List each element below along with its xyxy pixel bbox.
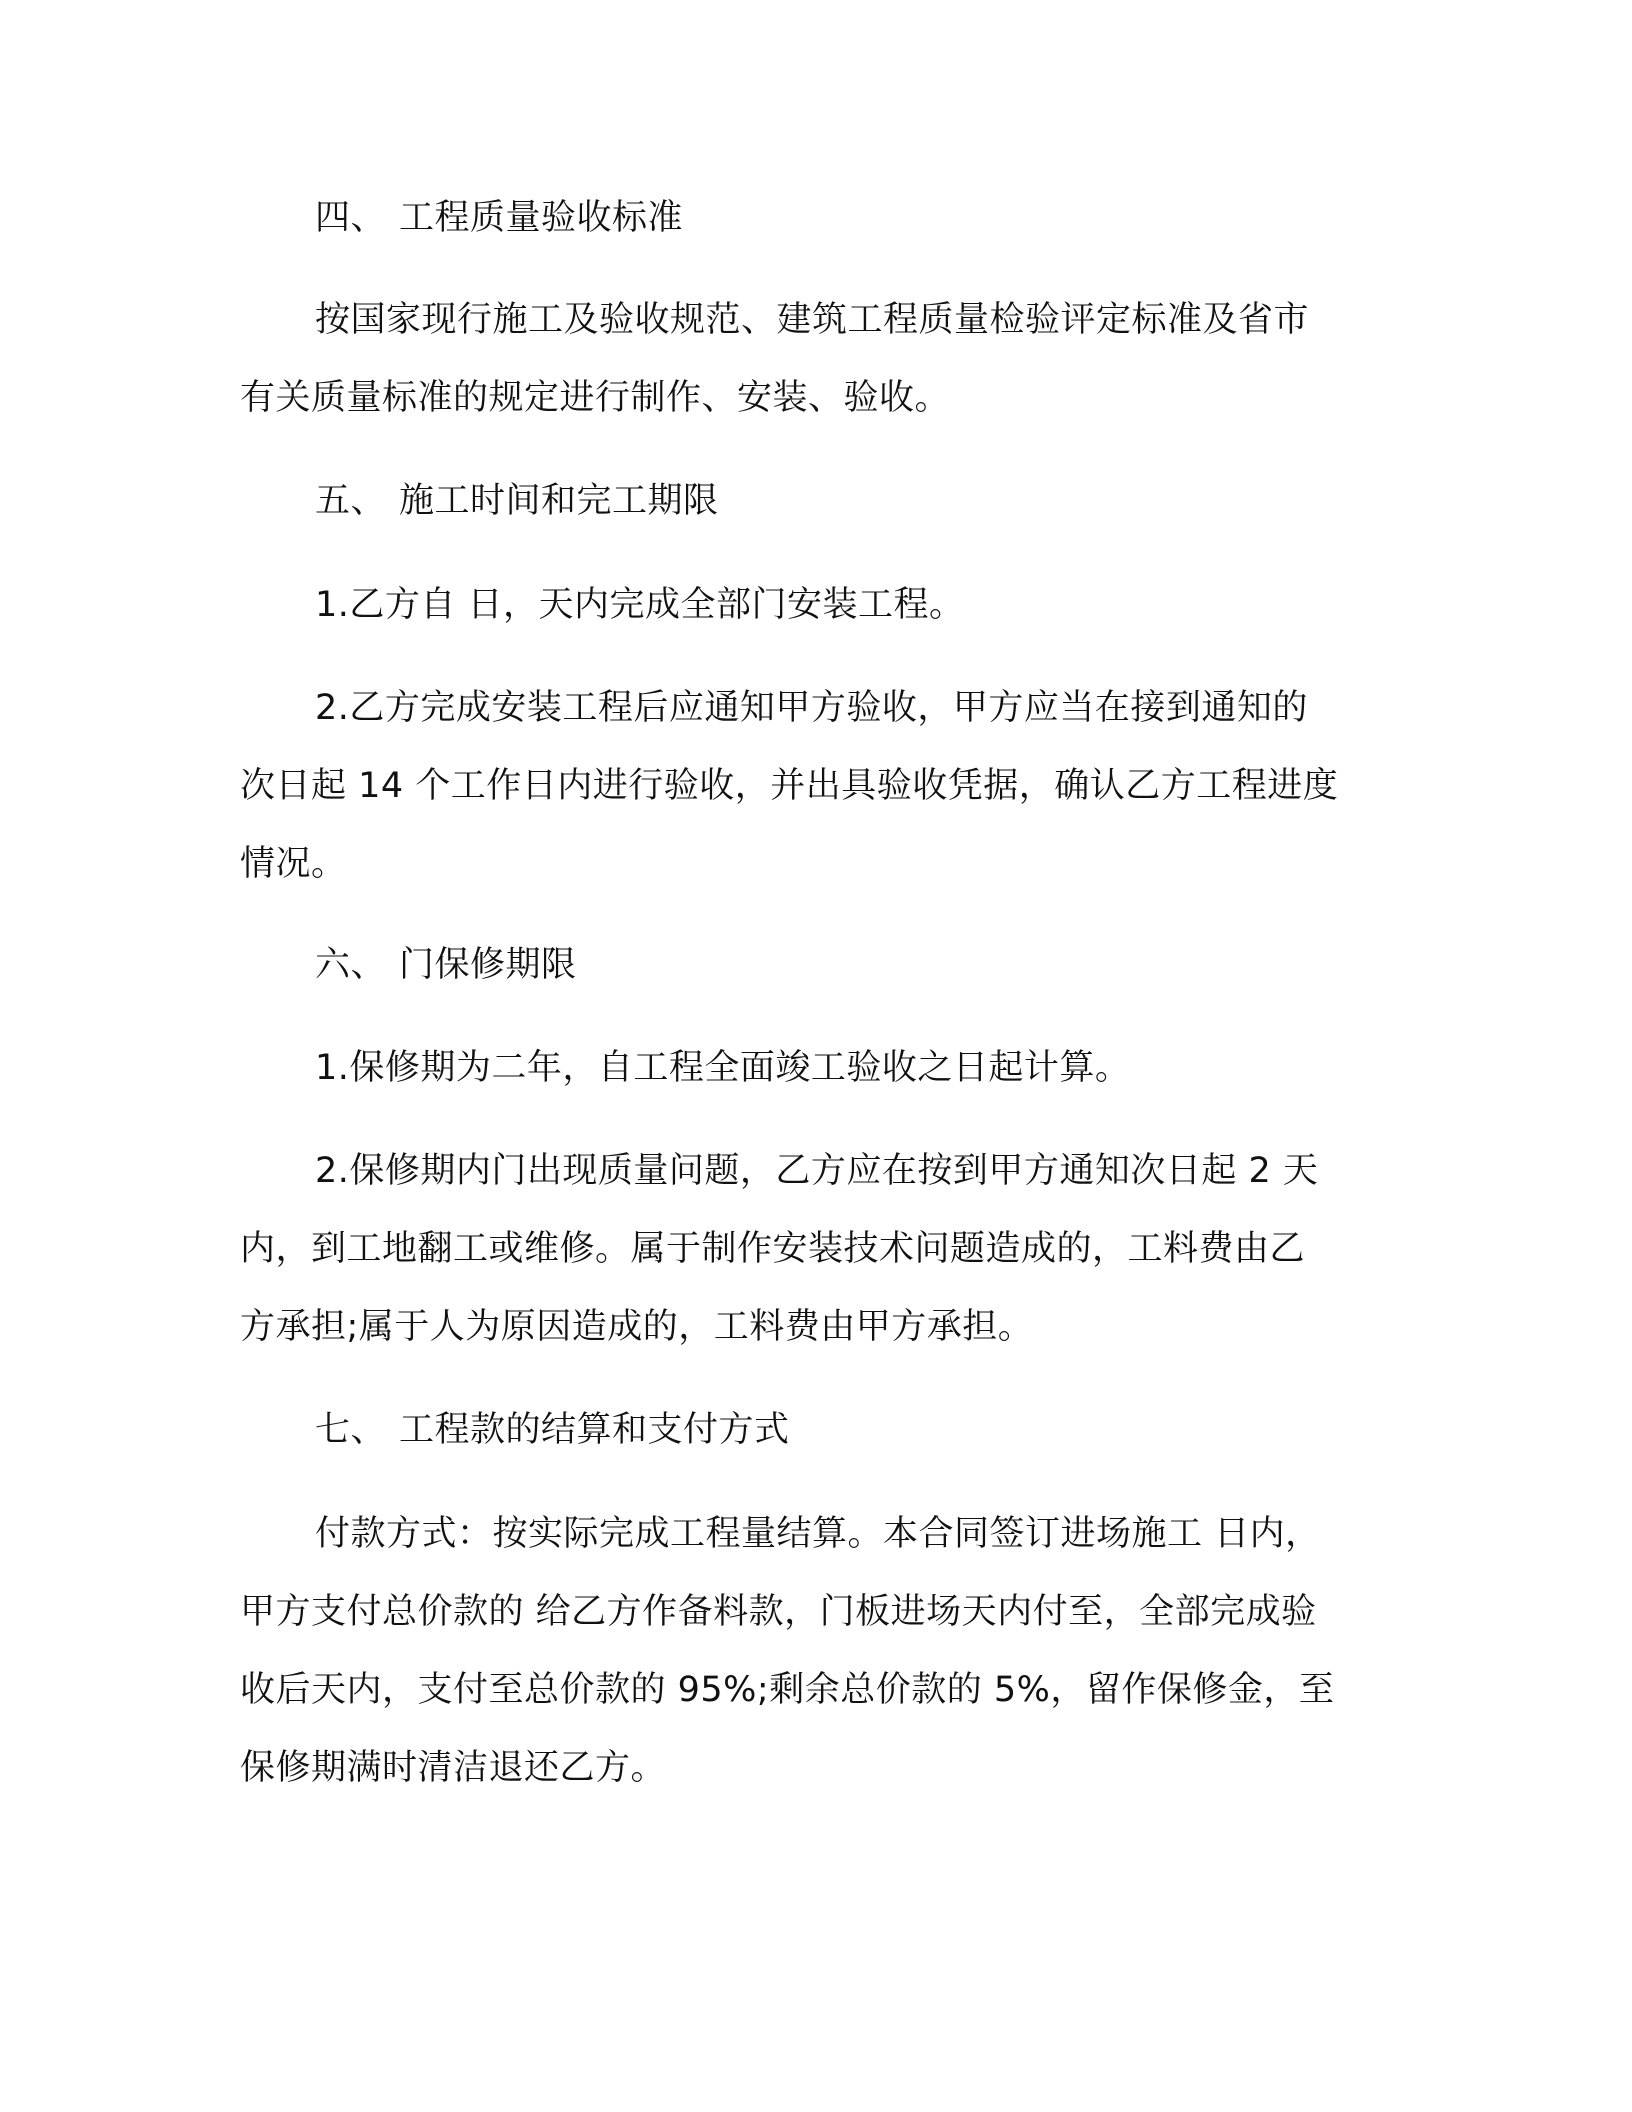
paragraph-line: 1.保修期为二年，自工程全面竣工验收之日起计算。 <box>315 1048 1131 1088</box>
paragraph-line: 次日起 14 个工作日内进行验收，并出具验收凭据，确认乙方工程进度 <box>240 766 1339 806</box>
section-heading <box>315 1408 1475 1452</box>
paragraph-line: 有关质量标准的规定进行制作、安装、验收。 <box>240 378 951 418</box>
section-number: 五、 <box>315 481 387 521</box>
paragraph-line: 2.保修期内门出现质量问题，乙方应在按到甲方通知次日起 2 天 <box>315 1151 1319 1191</box>
section-heading <box>315 196 1475 240</box>
paragraph-line: 情况。 <box>240 844 347 884</box>
section-title: 门保修期限 <box>399 945 577 985</box>
paragraph-line: 保修期满时清洁退还乙方。 <box>240 1748 667 1788</box>
section-number: 七、 <box>315 1410 387 1450</box>
section-number: 六、 <box>315 945 387 985</box>
paragraph-line: 2.乙方完成安装工程后应通知甲方验收，甲方应当在接到通知的 <box>315 688 1308 728</box>
section-number: 四、 <box>315 198 387 238</box>
paragraph-line: 1.乙方自 日，天内完成全部门安装工程。 <box>315 585 965 625</box>
section-heading <box>315 479 1475 523</box>
paragraph-line: 付款方式：按实际完成工程量结算。本合同签订进场施工 日内， <box>315 1514 1321 1554</box>
section-heading <box>315 943 1475 987</box>
paragraph-line: 收后天内，支付至总价款的 95%;剩余总价款的 5%，留作保修金，至 <box>240 1670 1335 1710</box>
paragraph-line: 按国家现行施工及验收规范、建筑工程质量检验评定标准及省市 <box>315 300 1310 340</box>
section-title: 施工时间和完工期限 <box>399 481 719 521</box>
paragraph-line: 方承担;属于人为原因造成的，工料费由甲方承担。 <box>240 1307 1034 1347</box>
paragraph-line: 内，到工地翻工或维修。属于制作安装技术问题造成的，工料费由乙 <box>240 1229 1306 1269</box>
section-title: 工程款的结算和支付方式 <box>399 1410 790 1450</box>
paragraph-line: 甲方支付总价款的 给乙方作备料款，门板进场天内付至，全部完成验 <box>240 1592 1317 1632</box>
section-title: 工程质量验收标准 <box>399 198 684 238</box>
